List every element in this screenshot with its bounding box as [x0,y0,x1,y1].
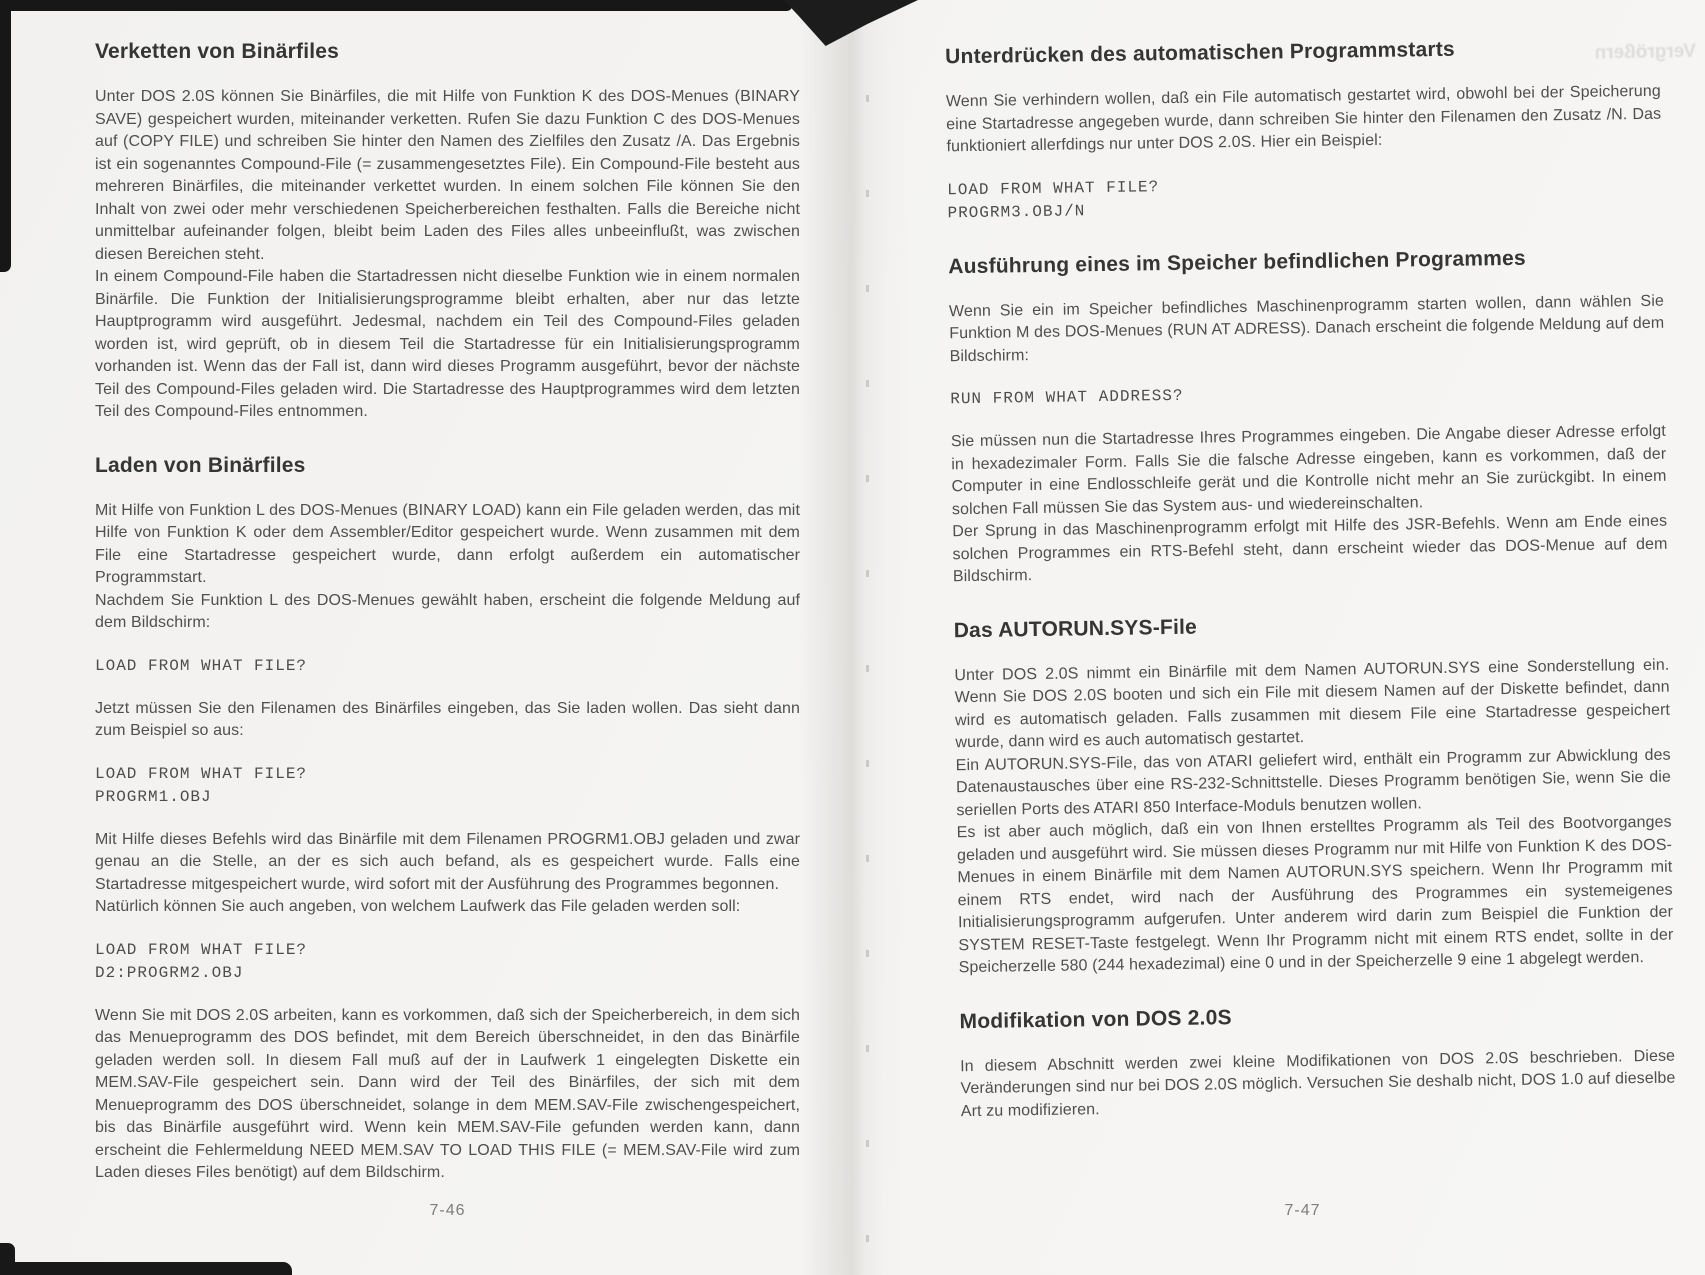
page-right-content [945,35,1676,1153]
section-autorun-sys [954,608,1674,980]
screen-message-line: LOAD FROM WHAT FILE? [947,177,1160,199]
paragraph: Wenn Sie verhindern wollen, daß ein File automatisch gestartet wird, obwohl bei der Speicherung eine Startadresse angegeben wurde, dann schreiben Sie hinter den Filenamen den Zusatz /N. Das funktioniert allerfdings nur unter DOS 2.0S. Hier ein Beispiel: [945,82,1662,156]
scan-border-bottom-corner [0,1243,15,1275]
scan-border-left [0,0,11,272]
screen-message-line: D2:PROGRM2.OBJ [95,963,244,982]
page-left [0,0,852,1275]
page-right [852,0,1705,1275]
section-ausfuehrung [948,244,1668,589]
paragraph: Unter DOS 2.0S können Sie Binärfiles, die mit Hilfe von Funktion K des DOS-Menues (BINARY SAVE) gespeichert wurden, miteinander verketten. Rufen Sie dazu Funktion C des DOS-Menues auf (COPY FILE) und schreiben Sie hinter den Namen des Zielfiles den Zusatz /A. Das Ergebnis ist ein sogenanntes Compound-File (= zusammengesetztes File). Ein Compound-File besteht aus mehreren Binärfiles, die miteinander verkettet wurden. In einem solchen File können Sie den Inhalt von zwei oder mehr verschiedenen Speicherbereichen festhalten. Falls die Bereiche nicht unmittelbar aufeinander folgen, bleibt beim Laden des Files alles unbeeinflußt, was zwischen diesen Bereichen steht. [95,88,800,263]
scan-border-bottom [0,1262,292,1275]
section-heading: Modifikation von DOS 2.0S [959,1005,1232,1033]
paragraph: Nachdem Sie Funktion L des DOS-Menues gewählt haben, erscheint die folgende Meldung auf dem Bildschirm: [95,591,800,631]
paragraph: Jetzt müssen Sie den Filenamen des Binärfiles eingeben, das Sie laden wollen. Das sieht dann zum Beispiel so aus: [95,699,800,739]
screen-message-line: PROGRM3.OBJ/N [947,201,1086,222]
scan-border-top [0,0,792,11]
paragraph: Wenn Sie ein im Speicher befindliches Maschinenprogramm starten wollen, dann wählen Sie Funktion M des DOS-Menues (RUN AT ADRESS). Danach erscheint die folgende Meldung auf dem Bildschirm: [948,292,1665,365]
screen-message-line: LOAD FROM WHAT FILE? [95,656,308,675]
section-heading: Unterdrücken des automatischen Programmstarts [945,37,1455,69]
screen-message-line: LOAD FROM WHAT FILE? [95,940,308,959]
paragraph: Mit Hilfe von Funktion L des DOS-Menues (BINARY LOAD) kann ein File geladen werden, das mit Hilfe von Funktion K oder dem Assembler/Editor gespeichert wurde. Wenn zusammen mit dem File eine Startadresse gespeichert wurde, dann erfolgt außerdem ein automatischer Programmstart. [95,501,800,586]
screen-message [95,939,800,985]
paragraph: Ein AUTORUN.SYS-File, das von ATARI geliefert wird, enthält ein Programm zur Abwicklung des Datenaustausches über eine RS-232-Schnittstelle. Dieses Programm benötigen Sie, wenn Sie die seriellen Ports des ATARI 850 Interface-Moduls benutzen wollen. [955,746,1672,819]
section-heading: Ausführung eines im Speicher befindlichen Programmes [948,246,1526,278]
screen-message-line: LOAD FROM WHAT FILE? [95,764,308,783]
section-heading: Das AUTORUN.SYS-File [953,615,1198,642]
paragraph: Mit Hilfe dieses Befehls wird das Binärfile mit dem Filenamen PROGRM1.OBJ geladen und zwar genau an die Stelle, an der es sich auch befand, als es gespeichert wurde. Falls eine Startadresse mitgespeichert wurde, wird sofort mit der Ausführung des Programmes begonnen. [95,830,800,893]
paragraph: In diesem Abschnitt werden zwei kleine Modifikationen von DOS 2.0S beschrieben. Diese Veränderungen sind nur bei DOS 2.0S möglich. Versuchen Sie deshalb nicht, DOS 1.0 auf dieselbe Art zu modifizieren. [960,1047,1676,1120]
screen-message-line: PROGRM1.OBJ [95,787,212,806]
section-verketten [95,40,800,424]
paragraph: Unter DOS 2.0S nimmt ein Binärfile mit dem Namen AUTORUN.SYS eine Sonderstellung ein. Wenn Sie DOS 2.0S booten und sich ein File mit diesem Namen auf der Diskette befindet, dann wird es automatisch geladen. Falls zusammen mit diesem File eine Startadresse gespeichert wurde, dann wird es auch automatisch gestartet. [954,656,1671,752]
section-modifikation [959,999,1676,1123]
paragraph: Sie müssen nun die Startadresse Ihres Programmes eingeben. Die Angabe dieser Adresse erfolgt in hexadezimaler Form. Falls Sie die falsche Adresse eingeben, kann es vorkommen, daß der Computer in eine Endlosschleife gerät und die Kontrolle nicht mehr an Sie zurückgibt. In einem solchen Fall müssen Sie das System aus- und wiedereinschalten. [950,422,1667,518]
section-heading: Verketten von Binärfiles [95,40,340,63]
page-number-right: 7-47 [1284,1202,1321,1219]
screen-message-line: RUN FROM WHAT ADDRESS? [950,386,1184,409]
screen-message [950,378,1665,412]
section-heading: Laden von Binärfiles [95,453,306,477]
section-laden [95,454,800,1185]
page-left-content [95,40,800,1215]
page-number-left: 7-46 [429,1202,466,1219]
screen-message [95,763,800,809]
screen-message [95,655,800,678]
paragraph: Es ist aber auch möglich, daß ein von Ihnen erstelltes Programm als Teil des Bootvorganges geladen und ausgeführt wird. Sie müssen dieses Programm nur mit Hilfe von Funktion K des DOS-Menues in einem Binärfile mit dem Namen AUTORUN.SYS speichern. Wenn Ihr Programm mit einem RTS endet, wird nach der Ausführung des Programmes ein systemeigenes Initialisierungsprogramm aufgerufen. Unter anderem wird darin zum Beispiel die Funktion der SYSTEM RESET-Taste festgelegt. Wenn Ihr Programm nicht mit einem RTS endet, sollte in der Speicherzelle 580 (244 hexadezimal) eine 0 und in der Speicherzelle 9 eine 1 abgelegt werden. [956,813,1674,977]
screen-message [947,168,1663,225]
paragraph: In einem Compound-File haben die Startadressen nicht dieselbe Funktion wie in einem normalen Binärfile. Die Funktion der Initialisierungsprogramme bleibt erhalten, aber nur das letzte Hauptprogramm wird ausgeführt. Jedesmal, nachdem ein Teil des Compound-Files geladen worden ist, wird geprüft, ob in diesem Teil die Startadresse für ein Initialisierungsprogramm vorhanden ist. Wenn das der Fall ist, dann wird dieses Programm ausgeführt, bevor der nächste Teil des Compound-Files geladen wird. Die Startadresse des Hauptprogrammes wird dem letzten Teil des Compound-Files entnommen. [95,268,800,420]
paragraph: Der Sprung in das Maschinenprogramm erfolgt mit Hilfe des JSR-Befehls. Wenn am Ende eines solchen Programmes ein RTS-Befehl steht, dann erscheint wieder das DOS-Menue auf dem Bildschirm. [952,512,1668,586]
paragraph: Wenn Sie mit DOS 2.0S arbeiten, kann es vorkommen, daß sich der Speicherbereich, in dem sich das Menueprogramm des DOS befindet, mit dem Bereich überschneidet, in den das Binärfile geladen werden soll. In diesem Fall muß auf der in Laufwerk 1 eingelegten Diskette ein MEM.SAV-File gespeichert sein. Dann wird der Teil des Binärfiles, der sich mit dem Menueprogramm des DOS überschneidet, solange in dem MEM.SAV-File zwischengespeichert, bis das Binärfile ausgeführt wird. Wenn kein MEM.SAV-File gefunden werden kann, dann erscheint die Fehlermeldung NEED MEM.SAV TO LOAD THIS FILE (= MEM.SAV-File wird zum Laden dieses Files benötigt) auf dem Bildschirm. [95,1006,800,1181]
section-unterdruecken [945,35,1663,225]
paragraph: Natürlich können Sie auch angeben, von welchem Laufwerk das File geladen werden soll: [95,898,741,915]
ink-bleed-through-text: Vergrößern [1594,40,1697,64]
